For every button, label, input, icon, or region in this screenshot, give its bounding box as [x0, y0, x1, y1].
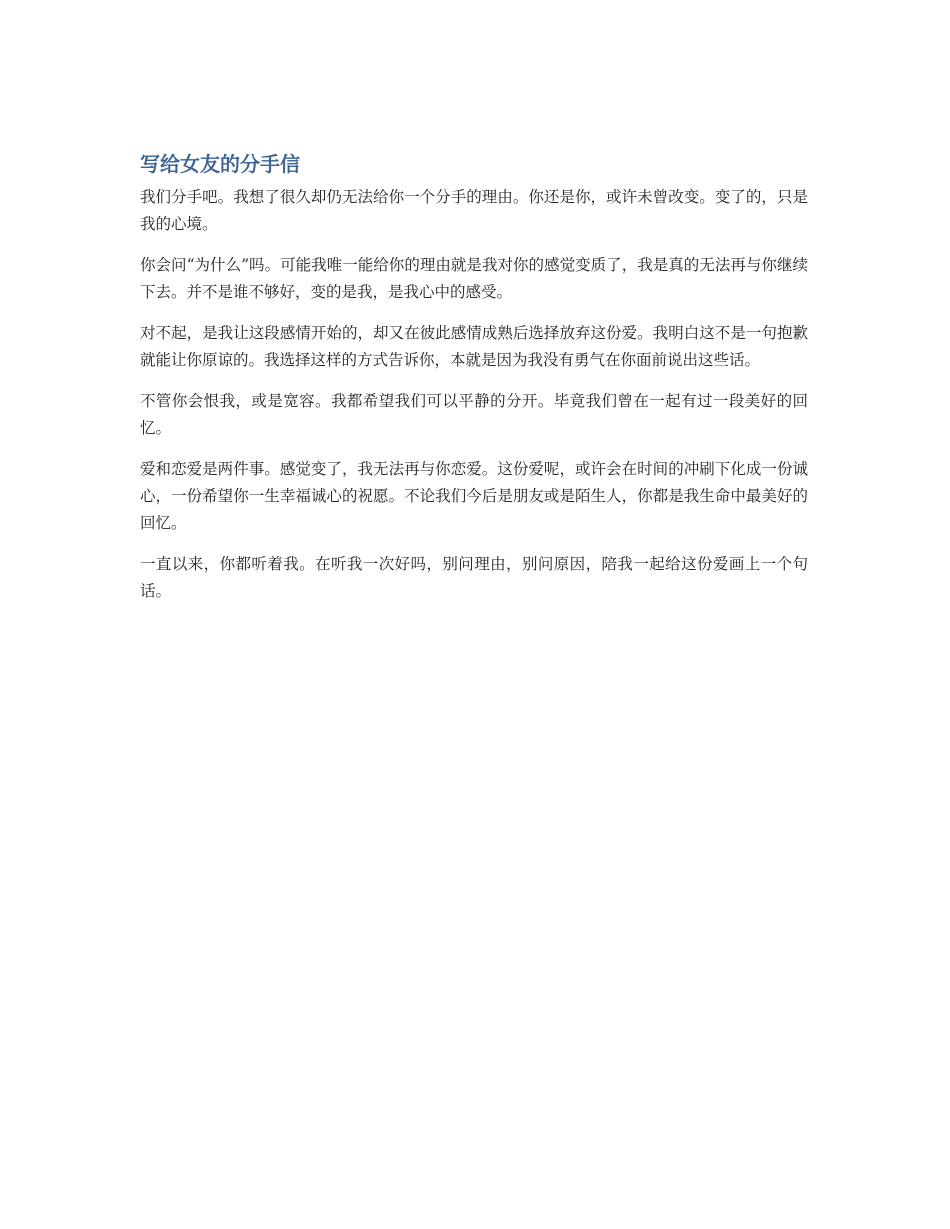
- paragraph-3: 对不起，是我让这段感情开始的，却又在彼此感情成熟后选择放弃这份爱。我明白这不是一句抱歉就能让你原谅的。我选择这样的方式告诉你，本就是因为我没有勇气在你面前说出这些话。: [140, 324, 808, 369]
- document-title: 写给女友的分手信: [140, 152, 300, 176]
- paragraph-5: 爱和恋爱是两件事。感觉变了，我无法再与你恋爱。这份爱呢，或许会在时间的冲刷下化成一份诚心，一份希望你一生幸福诚心的祝愿。不论我们今后是朋友或是陌生人，你都是我生命中最美好的回忆。: [140, 460, 808, 532]
- paragraph-2: 你会问“为什么”吗。可能我唯一能给你的理由就是我对你的感觉变质了，我是真的无法再与你继续下去。并不是谁不够好，变的是我，是我心中的感受。: [140, 256, 808, 301]
- paragraph-6: 一直以来，你都听着我。在听我一次好吗，别问理由，别问原因，陪我一起给这份爱画上一个句话。: [140, 555, 808, 600]
- document-body: [140, 150, 808, 619]
- paragraph-4: 不管你会恨我，或是宽容。我都希望我们可以平静的分开。毕竟我们曾在一起有过一段美好的回忆。: [140, 392, 808, 437]
- paragraph-1: 我们分手吧。我想了很久却仍无法给你一个分手的理由。你还是你，或许未曾改变。变了的，只是我的心境。: [140, 188, 808, 233]
